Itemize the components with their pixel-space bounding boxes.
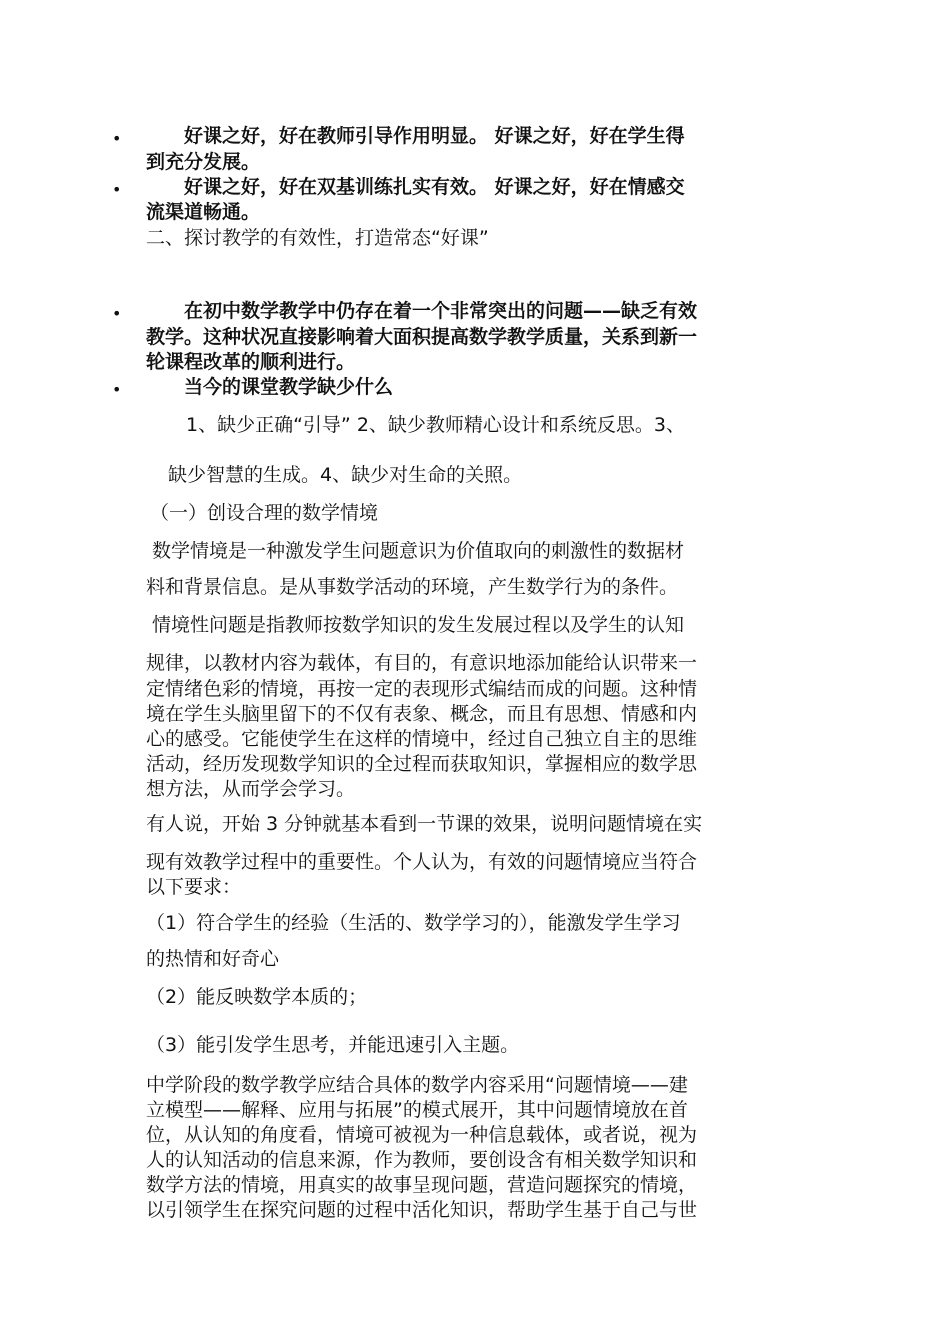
bullet-marker: • <box>112 129 122 148</box>
requirement-line: （3）能引发学生思考，并能迅速引入主题。 <box>146 1034 520 1056</box>
section-heading: 二、探讨教学的有效性，打造常态“好课” <box>146 227 489 249</box>
paragraph-line: 定情绪色彩的情境，再按一定的表现形式编结而成的问题。这种情 <box>146 678 698 700</box>
paragraph-line: 料和背景信息。是从事数学活动的环境，产生数学行为的条件。 <box>146 576 679 598</box>
paragraph-line: 以引领学生在探究问题的过程中活化知识，帮助学生基于自己与世 <box>146 1199 698 1221</box>
bullet-marker: • <box>112 180 122 199</box>
paragraph-line: 情境性问题是指教师按数学知识的发生发展过程以及学生的认知 <box>152 614 685 636</box>
subsection-heading: （一）创设合理的数学情境 <box>150 502 379 524</box>
paragraph-line: 立模型——解释、应用与拓展”的模式展开，其中问题情境放在首 <box>146 1099 688 1121</box>
paragraph-line: 现有效教学过程中的重要性。个人认为，有效的问题情境应当符合 <box>146 851 698 873</box>
paragraph-line: 有人说，开始 3 分钟就基本看到一节课的效果，说明问题情境在实 <box>146 813 703 835</box>
paragraph-line: 想方法，从而学会学习。 <box>146 778 356 800</box>
requirement-line: （2）能反映数学本质的； <box>146 986 368 1008</box>
bullet-text-line: 在初中数学教学中仍存在着一个非常突出的问题——缺乏有效 <box>146 300 698 322</box>
paragraph-line: 位，从认知的角度看，情境可被视为一种信息载体，或者说，视为 <box>146 1124 698 1146</box>
paragraph-line: 境在学生头脑里留下的不仅有表象、概念，而且有思想、情感和内 <box>146 703 698 725</box>
paragraph-line: 中学阶段的数学教学应结合具体的数学内容采用“问题情境——建 <box>146 1074 688 1096</box>
lacks-line: 1、缺少正确“引导” 2、缺少教师精心设计和系统反思。3、 <box>186 414 685 436</box>
requirement-line: （1）符合学生的经验（生活的、数学学习的），能激发学生学习 <box>146 912 681 934</box>
lacks-line: 缺少智慧的生成。4、缺少对生命的关照。 <box>168 464 523 486</box>
paragraph-line: 数学方法的情境，用真实的故事呈现问题，营造问题探究的情境， <box>146 1174 698 1196</box>
paragraph-line: 心的感受。它能使学生在这样的情境中，经过自己独立自主的思维 <box>146 728 698 750</box>
bullet-text-line: 到充分发展。 <box>146 151 261 173</box>
paragraph-line: 人的认知活动的信息来源，作为教师，要创设含有相关数学知识和 <box>146 1149 698 1171</box>
bullet-text-line: 流渠道畅通。 <box>146 201 261 223</box>
paragraph-line: 规律，以教材内容为载体，有目的，有意识地添加能给认识带来一 <box>146 652 698 674</box>
bullet-marker: • <box>112 380 122 399</box>
bullet-text-line: 轮课程改革的顺利进行。 <box>146 351 356 373</box>
paragraph-line: 以下要求： <box>146 876 242 898</box>
bullet-marker: • <box>112 304 122 323</box>
bullet-text-line: 当今的课堂教学缺少什么 <box>146 376 394 398</box>
bullet-text-line: 好课之好，好在双基训练扎实有效。 好课之好，好在情感交 <box>146 176 685 198</box>
paragraph-line: 活动，经历发现数学知识的全过程而获取知识，掌握相应的数学思 <box>146 753 698 775</box>
bullet-text-line: 教学。这种状况直接影响着大面积提高数学教学质量，关系到新一 <box>146 326 698 348</box>
bullet-text-line: 好课之好，好在教师引导作用明显。 好课之好，好在学生得 <box>146 125 685 147</box>
paragraph-line: 数学情境是一种激发学生问题意识为价值取向的刺激性的数据材 <box>152 540 685 562</box>
requirement-line: 的热情和好奇心 <box>146 948 280 970</box>
